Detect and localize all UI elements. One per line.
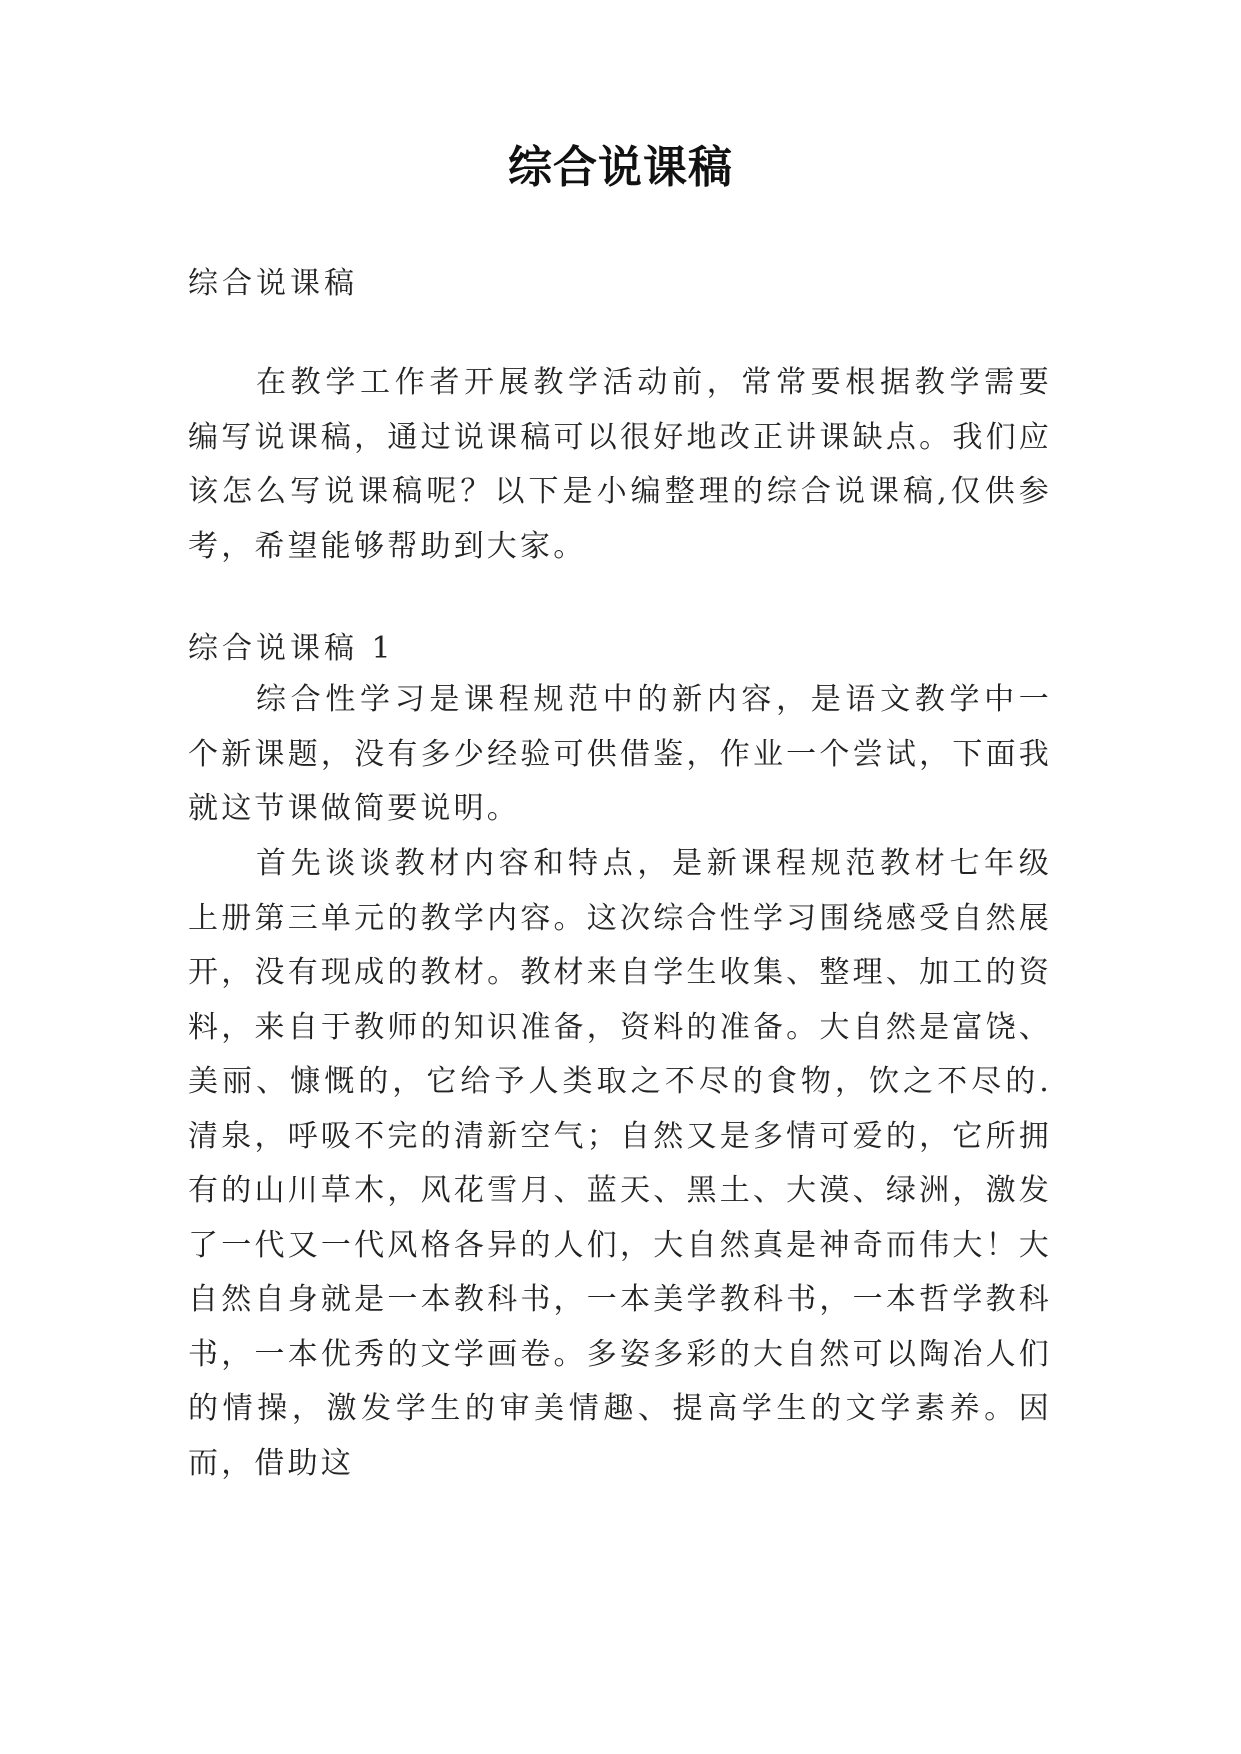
body-paragraph-1: 综合性学习是课程规范中的新内容，是语文教学中一个新课题，没有多少经验可供借鉴，作业一个尝试，下面我就这节课做简要说明。: [188, 682, 1052, 826]
intro-paragraph: 在教学工作者开展教学活动前，常常要根据教学需要编写说课稿，通过说课稿可以很好地改正讲课缺点。我们应该怎么写说课稿呢？以下是小编整理的综合说课稿,仅供参考，希望能够帮助到大家。: [188, 365, 1052, 564]
section-heading: 综合说课稿 1: [188, 631, 395, 666]
body-paragraph-2: 首先谈谈教材内容和特点，是新课程规范教材七年级上册第三单元的教学内容。这次综合性学习围绕感受自然展开，没有现成的教材。教材来自学生收集、整理、加工的资料，来自于教师的知识准备，资料的准备。大自然是富饶、美丽、慷慨的，它给予人类取之不尽的食物，饮之不尽的.清泉，呼吸不完的清新空气；自然又是多情可爱的，它所拥有的山川草木，风花雪月、蓝天、黑土、大漠、绿洲，激发了一代又一代风格各异的人们，大自然真是神奇而伟大！大自然自身就是一本教科书，一本美学教科书，一本哲学教科书，一本优秀的文学画卷。多姿多彩的大自然可以陶冶人们的情操，激发学生的审美情趣、提高学生的文学素养。因而，借助这: [188, 846, 1052, 1481]
document-title: 综合说课稿: [508, 142, 733, 193]
document-subheading: 综合说课稿: [188, 266, 358, 301]
